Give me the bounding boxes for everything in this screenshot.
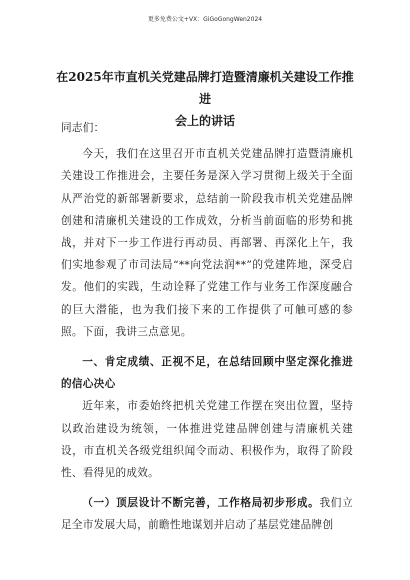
title-line-2: 会上的讲话 (174, 114, 235, 128)
document-body (61, 117, 353, 537)
page-header-watermark: 更多免费公文+VX：GiGoGongWen2024 (147, 16, 263, 23)
paragraph-subsection-1 (61, 492, 353, 536)
salutation: 同志们： (61, 122, 105, 134)
subsection-title-1: （一）顶层设计不断完善，工作格局初步形成。 (82, 497, 320, 510)
subsection-text-1: 我们立足全市发展大局，前瞻性地谋划并启动了基层党建品牌创 (61, 497, 353, 532)
title-line-1: 在2025年市直机关党建品牌打造暨清廉机关建设工作推进 (56, 70, 354, 106)
section-heading-1: 一、肯定成绩、正视不足，在总结回顾中坚定深化推进的信心决心 (61, 356, 353, 391)
paragraph-intro: 今天，我们在这里召开市直机关党建品牌打造暨清廉机关建设工作推进会，主要任务是深入学习贯彻上级关于全面从严治党的新部署新要求，总结前一阶段我市机关党建品牌创建和清廉机关建设的工作成效，分析当前面临的形势和挑战，并对下一步工作进行再动员、再部署、再深化上午，我们实地参观了市司法局“**向党法润**”的党建阵地，深受启发。他们的实践，生动诠释了党建工作与业务工作深度融合的巨大潜能，也为我们接下来的工作提供了可触可感的参照。下面，我讲三点意见。 (61, 148, 353, 338)
paragraph-section-1: 近年来，市委始终把机关党建工作摆在突出位置，坚持以政治建设为统领，一体推进党建品牌创建与清廉机关建设，市直机关各级党组织闻令而动、积极作为，取得了阶段性、看得见的成效。 (61, 400, 353, 480)
